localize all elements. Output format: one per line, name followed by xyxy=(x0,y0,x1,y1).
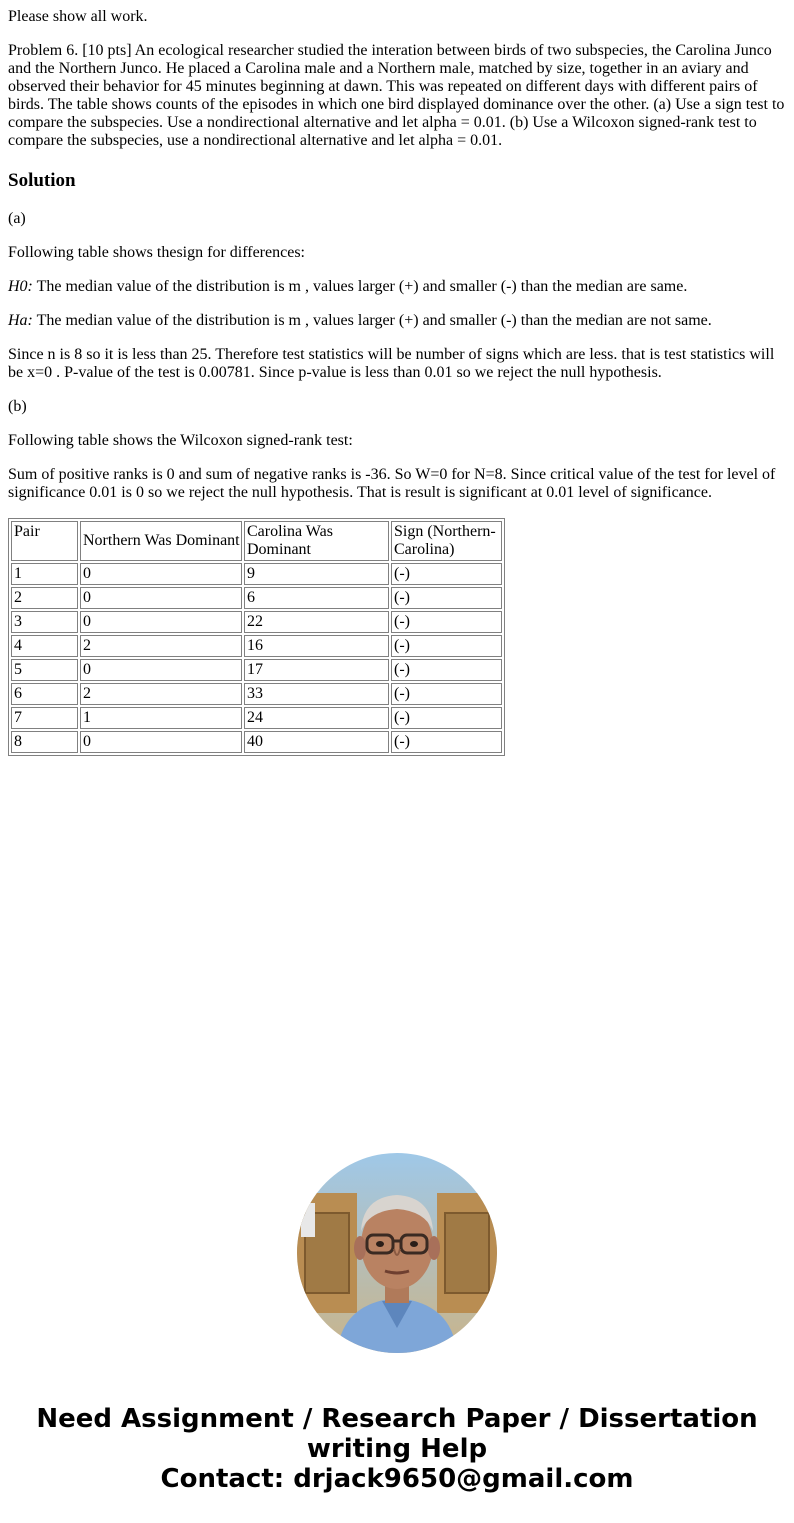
promo-banner xyxy=(0,1404,794,1494)
ha-label: Ha: xyxy=(8,312,33,329)
table-row xyxy=(11,563,502,585)
cell-sign: (-) xyxy=(391,659,502,681)
h0-label: H0: xyxy=(8,278,33,295)
cell-northern: 0 xyxy=(80,731,242,753)
header-sign: Sign (Northern-Carolina) xyxy=(391,521,502,561)
solution-heading: Solution xyxy=(8,170,76,191)
cell-sign: (-) xyxy=(391,635,502,657)
cell-northern: 0 xyxy=(80,587,242,609)
part-a-label: (a) xyxy=(8,210,26,227)
cell-sign: (-) xyxy=(391,587,502,609)
dominance-table xyxy=(8,518,505,756)
cell-carolina: 17 xyxy=(244,659,389,681)
cell-northern: 1 xyxy=(80,707,242,729)
cell-pair: 1 xyxy=(11,563,78,585)
portrait-illustration xyxy=(297,1153,497,1353)
table-row xyxy=(11,659,502,681)
h0-text: The median value of the distribution is m , values larger (+) and smaller (-) than the median are same. xyxy=(32,278,688,295)
cell-carolina: 22 xyxy=(244,611,389,633)
cell-pair: 6 xyxy=(11,683,78,705)
table-row xyxy=(11,707,502,729)
cell-sign: (-) xyxy=(391,707,502,729)
part-b-label: (b) xyxy=(8,398,27,415)
banner-line-1: Need Assignment / Research Paper / Dissertation xyxy=(36,1404,758,1434)
cell-northern: 0 xyxy=(80,611,242,633)
cell-sign: (-) xyxy=(391,563,502,585)
document-body xyxy=(8,0,786,756)
problem-statement: Problem 6. [10 pts] An ecological researcher studied the interation between birds of two subspecies, the Carolina Junco and the Northern Junco. He placed a Carolina male and a Northern male, matched by size, together in an aviary and observed their behavior for 45 minutes beginning at dawn. This was repeated on different days with different pairs of birds. The table shows counts of the episodes in which one bird displayed dominance over the other. (a) Use a sign test to compare the subspecies. Use a nondirectional alternative and let alpha = 0.01. (b) Use a Wilcoxon signed-rank test to compare the subspecies, use a nondirectional alternative and let alpha = 0.01. xyxy=(8,42,785,149)
null-hypothesis xyxy=(8,278,786,296)
table-row xyxy=(11,587,502,609)
part-b-intro: Following table shows the Wilcoxon signed-rank test: xyxy=(8,432,353,449)
table-row xyxy=(11,611,502,633)
cell-pair: 3 xyxy=(11,611,78,633)
table-row xyxy=(11,731,502,753)
banner-line-2: writing Help xyxy=(306,1434,488,1464)
cell-carolina: 16 xyxy=(244,635,389,657)
cell-carolina: 33 xyxy=(244,683,389,705)
part-a-conclusion: Since n is 8 so it is less than 25. Therefore test statistics will be number of signs which are less. that is test statistics will be x=0 . P-value of the test is 0.00781. Since p-value is less than 0.01 so we reject the null hypothesis. xyxy=(8,346,775,381)
cell-pair: 8 xyxy=(11,731,78,753)
alternative-hypothesis xyxy=(8,312,786,330)
header-carolina: Carolina Was Dominant xyxy=(244,521,389,561)
cell-pair: 2 xyxy=(11,587,78,609)
cell-sign: (-) xyxy=(391,611,502,633)
cell-carolina: 9 xyxy=(244,563,389,585)
cell-northern: 0 xyxy=(80,563,242,585)
cell-pair: 7 xyxy=(11,707,78,729)
ha-text: The median value of the distribution is m , values larger (+) and smaller (-) than the median are not same. xyxy=(32,312,712,329)
intro-text: Please show all work. xyxy=(8,8,148,25)
cell-sign: (-) xyxy=(391,683,502,705)
cell-northern: 0 xyxy=(80,659,242,681)
table-row xyxy=(11,635,502,657)
cell-sign: (-) xyxy=(391,731,502,753)
banner-contact: Contact: drjack9650@gmail.com xyxy=(160,1464,634,1494)
cell-northern: 2 xyxy=(80,683,242,705)
cell-pair: 5 xyxy=(11,659,78,681)
cell-carolina: 6 xyxy=(244,587,389,609)
cell-carolina: 24 xyxy=(244,707,389,729)
part-a-intro: Following table shows thesign for differences: xyxy=(8,244,305,261)
part-b-conclusion: Sum of positive ranks is 0 and sum of negative ranks is -36. So W=0 for N=8. Since critical value of the test for level of significance 0.01 is 0 so we reject the null hypothesis. That is result is significant at 0.01 level of significance. xyxy=(8,466,776,501)
table-row xyxy=(11,683,502,705)
table-header-row xyxy=(11,521,502,561)
cell-carolina: 40 xyxy=(244,731,389,753)
cell-pair: 4 xyxy=(11,635,78,657)
cell-northern: 2 xyxy=(80,635,242,657)
header-northern: Northern Was Dominant xyxy=(80,521,242,561)
header-pair: Pair xyxy=(11,521,78,561)
author-photo xyxy=(297,1153,497,1353)
